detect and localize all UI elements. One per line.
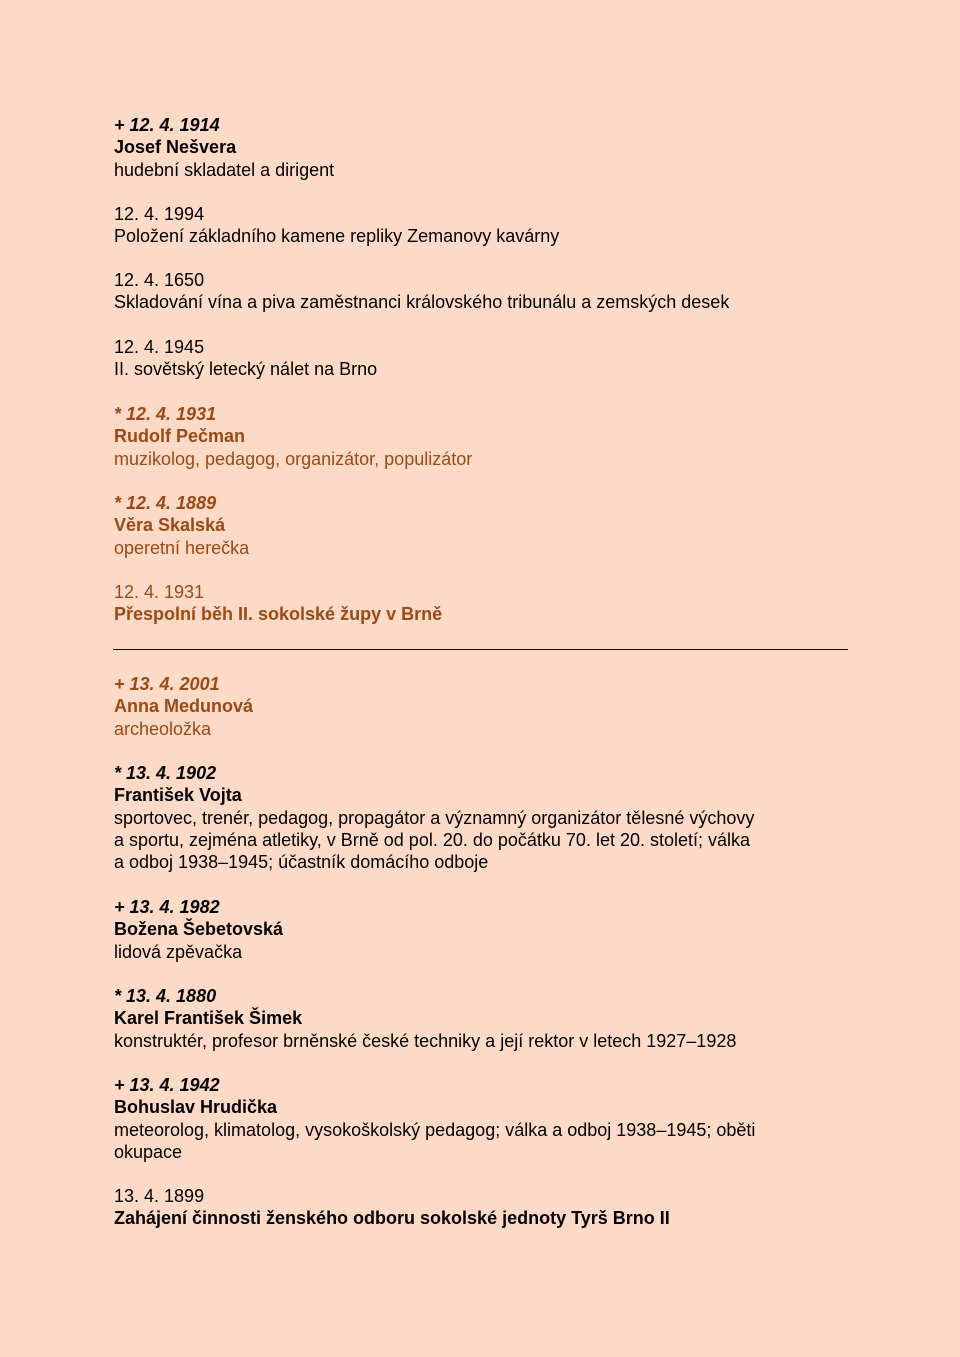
entry-date: + 12. 4. 1914 — [114, 115, 220, 135]
entry-letecky-nalet — [114, 336, 834, 381]
entry-date: * 13. 4. 1880 — [114, 986, 217, 1006]
entry-date: * 13. 4. 1902 — [114, 763, 217, 783]
entry-description: konstruktér, profesor brněnské české techniky a její rektor v letech 1927–1928 — [114, 1030, 737, 1051]
entry-description: muzikolog, pedagog, organizátor, populizátor — [114, 448, 473, 469]
entry-description: operetní herečka — [114, 537, 250, 558]
entry-description: lidová zpěvačka — [114, 941, 243, 962]
entry-title: Božena Šebetovská — [114, 919, 284, 940]
entry-vojta — [114, 762, 834, 873]
entry-description-line: sportovec, trenér, pedagog, propagátor a významný organizátor tělesné výchovy — [114, 807, 755, 828]
entry-description: archeoložka — [114, 718, 212, 739]
entry-title: Zahájení činnosti ženského odboru sokolské jednoty Tyrš Brno II — [114, 1208, 670, 1229]
entry-title: Rudolf Pečman — [114, 426, 246, 447]
entry-title: Skladování vína a piva zaměstnanci královského tribunálu a zemských desek — [114, 292, 730, 313]
entry-zemanova-kavarna — [114, 203, 834, 248]
entry-simek — [114, 985, 834, 1052]
entry-description-line: meteorolog, klimatolog, vysokoškolský pedagog; válka a odboj 1938–1945; oběti — [114, 1119, 756, 1140]
entry-date: 12. 4. 1945 — [114, 337, 205, 357]
entry-skalska — [114, 492, 834, 559]
entry-date: * 12. 4. 1889 — [114, 493, 217, 513]
entry-description-line: okupace — [114, 1141, 183, 1162]
entry-date: + 13. 4. 1942 — [114, 1075, 220, 1095]
entry-description-line: a sportu, zejména atletiky, v Brně od pol. 20. do počátku 70. let 20. století; válka — [114, 829, 751, 850]
entry-zensky-odbor — [114, 1185, 834, 1230]
entry-date: + 13. 4. 2001 — [114, 674, 220, 694]
entry-title: Přespolní běh II. sokolské župy v Brně — [114, 604, 443, 625]
entry-title: František Vojta — [114, 785, 242, 806]
entry-description: hudební skladatel a dirigent — [114, 159, 335, 180]
entry-description-line: a odboj 1938–1945; účastník domácího odboje — [114, 852, 489, 873]
section-divider — [113, 649, 848, 650]
entry-date: 13. 4. 1899 — [114, 1186, 205, 1206]
entry-title: Josef Nešvera — [114, 137, 237, 158]
entry-prespolni-beh — [114, 581, 834, 626]
entry-title: Anna Medunová — [114, 696, 254, 717]
entry-date: 12. 4. 1994 — [114, 204, 205, 224]
entry-title: Věra Skalská — [114, 515, 226, 536]
entry-skladovani-vina — [114, 269, 834, 314]
entry-pecman — [114, 403, 834, 470]
entry-date: * 12. 4. 1931 — [114, 404, 217, 424]
entry-title: Bohuslav Hrudička — [114, 1097, 278, 1118]
entry-nesvera — [114, 114, 834, 181]
entry-sebetovska — [114, 896, 834, 963]
entry-title: Karel František Šimek — [114, 1008, 303, 1029]
entry-date: 12. 4. 1650 — [114, 270, 205, 290]
entry-medunova — [114, 673, 834, 740]
entry-hrudicka — [114, 1074, 834, 1163]
entry-date: 12. 4. 1931 — [114, 582, 205, 602]
entry-title: Položení základního kamene repliky Zemanovy kavárny — [114, 226, 560, 247]
entry-date: + 13. 4. 1982 — [114, 897, 220, 917]
entry-title: II. sovětský letecký nálet na Brno — [114, 359, 378, 380]
